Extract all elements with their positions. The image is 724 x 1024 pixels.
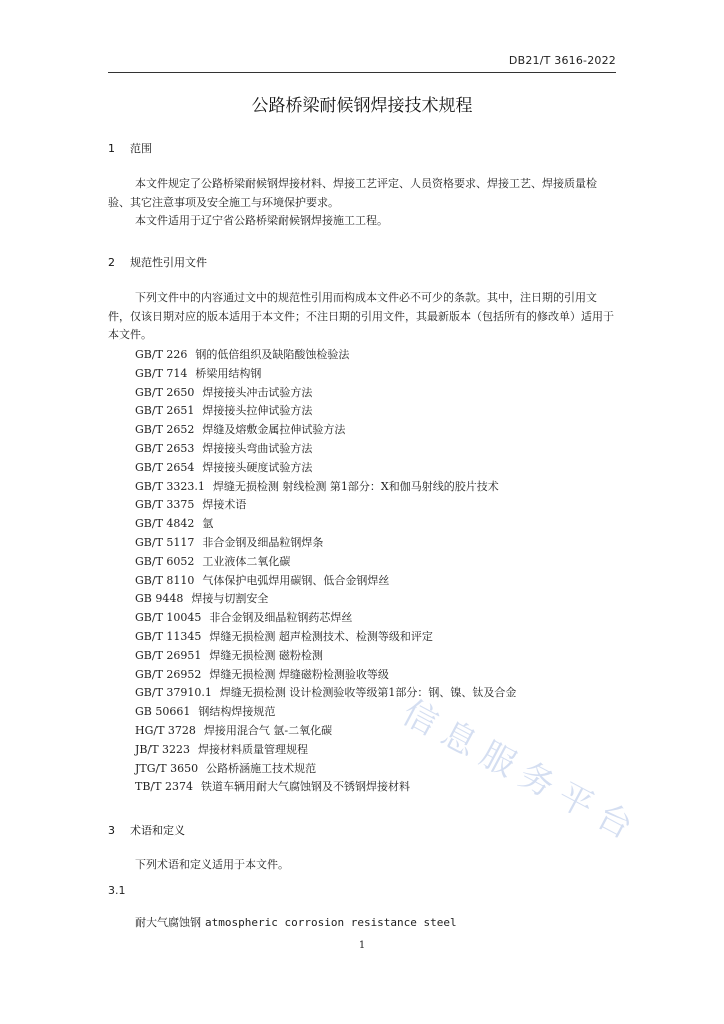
scope-text [108, 175, 616, 231]
reference-code: GB/T 5117 [135, 535, 195, 549]
reference-title: 焊接接头冲击试验方法 [202, 385, 313, 399]
term-english: atmospheric corrosion resistance steel [205, 916, 457, 929]
reference-code: GB/T 2650 [135, 385, 195, 399]
reference-item [135, 722, 516, 741]
reference-item [135, 572, 516, 591]
reference-item [135, 703, 516, 722]
reference-title: 非合金钢及细晶粒钢焊条 [202, 535, 324, 549]
reference-title: 非合金钢及细晶粒钢药芯焊丝 [209, 611, 353, 625]
reference-title: 焊接接头拉伸试验方法 [202, 404, 313, 418]
reference-item [135, 778, 516, 797]
reference-title: 焊接材料质量管理规程 [198, 742, 309, 756]
reference-item [135, 647, 516, 666]
reference-code: GB/T 10045 [135, 611, 202, 625]
reference-item [135, 384, 516, 403]
section-heading-1 [108, 140, 152, 156]
reference-title: 钢的低倍组织及缺陷酸蚀检验法 [195, 348, 350, 361]
reference-code: TB/T 2374 [135, 780, 193, 794]
section-title: 范围 [130, 142, 152, 155]
reference-title: 铁道车辆用耐大气腐蚀钢及不锈钢焊接材料 [200, 780, 410, 794]
reference-code: GB/T 226 [135, 348, 188, 361]
reference-item [135, 459, 516, 478]
scope-paragraph-2: 本文件适用于辽宁省公路桥梁耐候钢焊接施工工程。 [135, 214, 388, 227]
term-entry [135, 914, 457, 930]
reference-title: 公路桥涵施工技术规范 [206, 761, 317, 775]
reference-code: GB/T 2652 [135, 423, 195, 437]
normative-intro-paragraph: 下列文件中的内容通过文中的规范性引用而构成本文件必不可少的条款。其中，注日期的引用文件，仅该日期对应的版本适用于本文件；不注日期的引用文件，其最新版本（包括所有的修改单）适用于本文件。 [108, 291, 614, 341]
reference-item [135, 628, 516, 647]
section-title: 术语和定义 [130, 824, 185, 837]
terms-intro-paragraph: 下列术语和定义适用于本文件。 [135, 858, 289, 871]
reference-item [135, 553, 516, 572]
reference-title: 工业液体二氧化碳 [202, 554, 291, 568]
reference-code: GB 9448 [135, 592, 184, 606]
reference-code: GB/T 6052 [135, 554, 195, 568]
reference-code: GB/T 2651 [135, 404, 195, 418]
reference-code: GB/T 26952 [135, 667, 202, 681]
reference-code: HG/T 3728 [135, 723, 196, 737]
scope-paragraph-1: 本文件规定了公路桥梁耐候钢焊接材料、焊接工艺评定、人员资格要求、焊接工艺、焊接质量检验、其它注意事项及安全施工与环境保护要求。 [108, 177, 597, 209]
reference-code: GB/T 37910.1 [135, 686, 212, 700]
clause-number: 3.1 [108, 884, 126, 897]
reference-code: JTG/T 3650 [135, 761, 199, 775]
reference-code: GB/T 8110 [135, 573, 195, 587]
reference-code: GB/T 4842 [135, 517, 195, 531]
document-title: 公路桥梁耐候钢焊接技术规程 [251, 96, 473, 116]
reference-code: JB/T 3223 [135, 742, 191, 756]
reference-item [135, 346, 516, 365]
section-number: 3 [108, 824, 115, 837]
reference-item [135, 365, 516, 384]
reference-code: GB/T 11345 [135, 629, 202, 643]
reference-title: 焊接接头弯曲试验方法 [202, 441, 313, 455]
document-number: DB21/T 3616-2022 [508, 54, 616, 67]
reference-item [135, 666, 516, 685]
reference-title: 焊缝无损检测 设计检测验收等级第1部分：钢、镍、钛及合金 [219, 686, 517, 700]
reference-code: GB/T 714 [135, 366, 188, 380]
reference-item [135, 440, 516, 459]
reference-code: GB 50661 [135, 705, 191, 719]
reference-item [135, 741, 516, 760]
reference-item [135, 478, 516, 497]
reference-title: 氩 [202, 517, 214, 531]
header-rule [108, 72, 616, 73]
section-heading-3 [108, 822, 185, 838]
reference-item [135, 496, 516, 515]
reference-title: 焊接与切割安全 [191, 592, 269, 606]
reference-item [135, 760, 516, 779]
reference-list [135, 346, 516, 797]
reference-item [135, 534, 516, 553]
reference-item [135, 515, 516, 534]
reference-title: 焊缝及熔敷金属拉伸试验方法 [202, 423, 346, 437]
reference-title: 钢结构焊接规范 [198, 705, 276, 719]
section-number: 2 [108, 256, 115, 269]
reference-item [135, 590, 516, 609]
reference-code: GB/T 3375 [135, 498, 195, 512]
reference-title: 气体保护电弧焊用碳钢、低合金钢焊丝 [202, 573, 390, 587]
reference-title: 桥梁用结构钢 [195, 366, 262, 380]
normative-intro [108, 289, 616, 345]
reference-title: 焊接术语 [202, 498, 247, 512]
section-heading-2 [108, 254, 207, 270]
reference-title: 焊缝无损检测 超声检测技术、检测等级和评定 [209, 629, 433, 643]
reference-code: GB/T 26951 [135, 648, 202, 662]
section-title: 规范性引用文件 [130, 256, 207, 269]
reference-title: 焊接用混合气 氩-二氧化碳 [203, 723, 333, 737]
reference-item [135, 684, 516, 703]
reference-item [135, 609, 516, 628]
watermark-text: 信息服务平台 [395, 692, 648, 852]
reference-code: GB/T 2653 [135, 441, 195, 455]
reference-title: 焊接接头硬度试验方法 [202, 460, 313, 474]
reference-item [135, 421, 516, 440]
section-number: 1 [108, 142, 115, 155]
page-number: 1 [358, 940, 366, 951]
reference-title: 焊缝无损检测 磁粉检测 [209, 648, 323, 662]
reference-code: GB/T 2654 [135, 460, 195, 474]
terms-intro [108, 856, 616, 875]
reference-item [135, 402, 516, 421]
reference-code: GB/T 3323.1 [135, 479, 205, 493]
term-chinese: 耐大气腐蚀钢 [135, 916, 201, 929]
reference-title: 焊缝无损检测 射线检测 第1部分：X和伽马射线的胶片技术 [212, 479, 499, 493]
reference-title: 焊缝无损检测 焊缝磁粉检测验收等级 [209, 667, 389, 681]
